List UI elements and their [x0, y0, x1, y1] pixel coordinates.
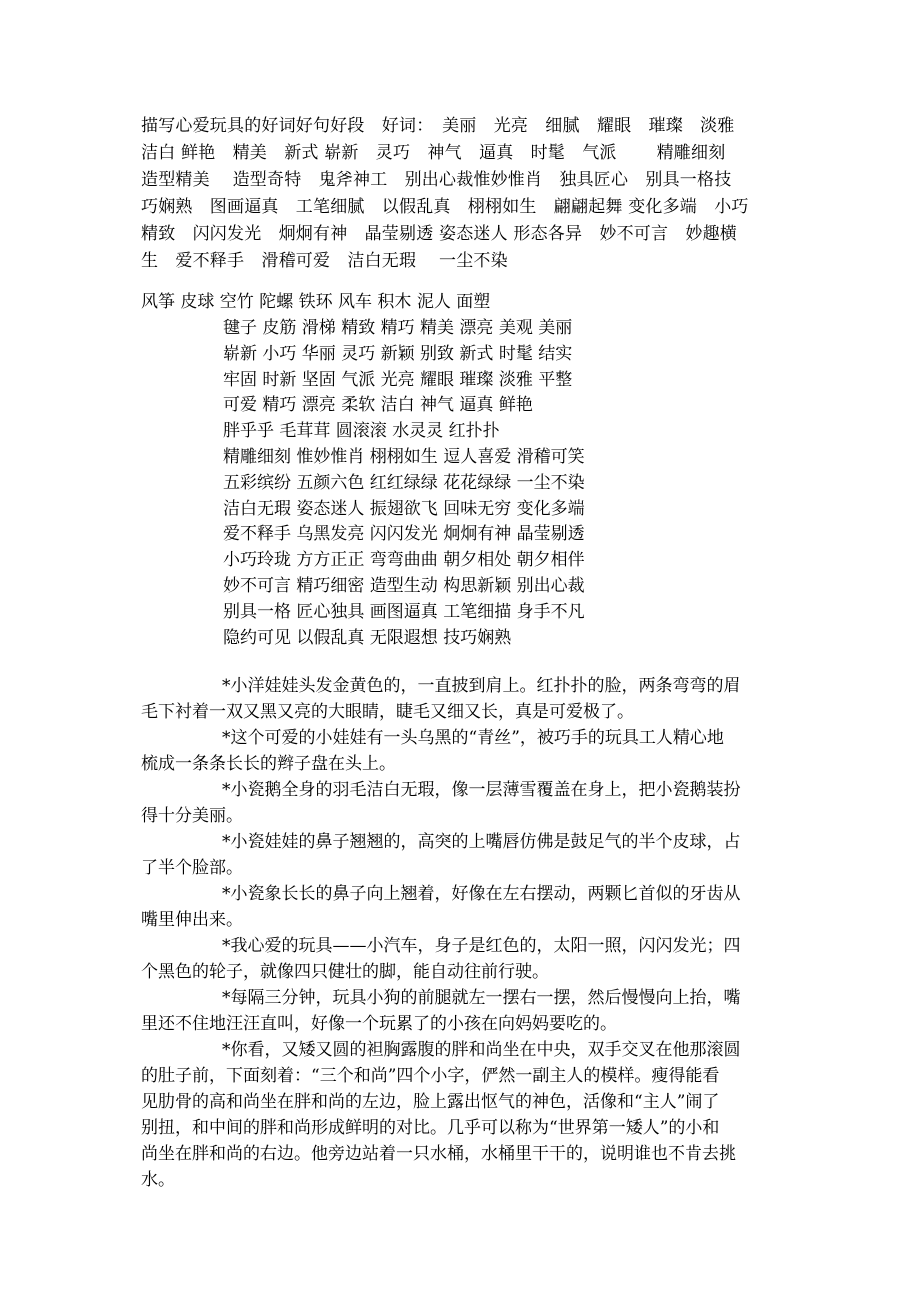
sentence-line: *小瓷娃娃的鼻子翘翘的，高突的上嘴唇仿佛是鼓足气的半个皮球，占 — [222, 832, 741, 852]
sentence-paragraph — [141, 829, 791, 881]
sentence-line: *你看，又矮又圆的袒胸露腹的胖和尚坐在中央，双手交叉在他那滚圆 — [222, 1040, 741, 1060]
intro-line: 精致 闪闪发光 炯炯有神 晶莹剔透 姿态迷人 形态各异 妙不可言 妙趣横 — [141, 224, 738, 244]
word-list-line: 隐约可见 以假乱真 无限遐想 技巧娴熟 — [223, 627, 512, 648]
sentence-line: *小瓷鹅全身的羽毛洁白无瑕，像一层薄雪覆盖在身上，把小瓷鹅装扮 — [222, 780, 741, 800]
word-list-line: 毽子 皮筋 滑梯 精致 精巧 精美 漂亮 美观 美丽 — [223, 318, 573, 338]
sentence-line: *小瓷象长长的鼻子向上翘着，好像在左右摆动，两颗匕首似的牙齿从 — [222, 884, 741, 904]
intro-line: 巧娴熟 图画逼真 工笔细腻 以假乱真 栩栩如生 翩翩起舞 变化多端 小巧 — [141, 197, 749, 217]
word-list-line: 牢固 时新 坚固 气派 光亮 耀眼 璀璨 淡雅 平整 — [223, 369, 573, 390]
word-list-line: 妙不可言 精巧细密 造型生动 构思新颖 别出心裁 — [223, 575, 585, 596]
word-list-line: 别具一格 匠心独具 画图逼真 工笔细描 身手不凡 — [223, 601, 585, 622]
sentence-line: 得十分美丽。 — [141, 806, 243, 826]
sentence-line: 别扭，和中间的胖和尚形成鲜明的对比。几乎可以称为“世界第一矮人”的小和 — [141, 1118, 720, 1138]
sentence-paragraph — [141, 673, 791, 725]
word-list-line: 崭新 小巧 华丽 灵巧 新颖 别致 新式 时髦 结实 — [223, 343, 573, 364]
sentence-line: 水。 — [141, 1170, 175, 1190]
sentence-line: 了半个脸部。 — [141, 858, 243, 878]
sentence-line: *每隔三分钟，玩具小狗的前腿就左一摆右一摆，然后慢慢向上抬，嘴 — [222, 988, 741, 1008]
sentence-line: 嘴里伸出来。 — [141, 910, 243, 930]
sentence-line: 见肋骨的高和尚坐在胖和尚的左边，脸上露出怄气的神色，活像和“主人”闹了 — [141, 1092, 720, 1112]
sentence-line: *这个可爱的小娃娃有一头乌黑的“青丝”，被巧手的玩具工人精心地 — [222, 728, 724, 748]
toys-list-line: 风筝 皮球 空竹 陀螺 铁环 风车 积木 泥人 面塑 — [141, 292, 491, 312]
sentence-paragraph — [141, 777, 791, 829]
sentence-paragraph — [141, 985, 791, 1037]
word-list-line: 五彩缤纷 五颜六色 红红绿绿 花花绿绿 一尘不染 — [223, 472, 585, 493]
sentence-paragraph — [141, 933, 791, 985]
sentence-line: 的肚子前，下面刻着：“三个和尚”四个小字，俨然一副主人的模样。瘦得能看 — [141, 1066, 720, 1086]
intro-line: 洁白 鲜艳 精美 新式 崭新 灵巧 神气 逼真 时髦 气派 精雕细刻 — [141, 143, 726, 163]
word-list-line: 爱不释手 乌黑发亮 闪闪发光 炯炯有神 晶莹剔透 — [223, 524, 585, 545]
sentence-line: 梳成一条条长长的辫子盘在头上。 — [141, 754, 396, 774]
sentence-paragraph — [141, 725, 791, 777]
word-list-line: 可爱 精巧 漂亮 柔软 洁白 神气 逼真 鲜艳 — [223, 395, 533, 416]
word-list-line: 精雕细刻 惟妙惟肖 栩栩如生 逗人喜爱 滑稽可笑 — [223, 446, 585, 467]
sentence-line: 尚坐在胖和尚的右边。他旁边站着一只水桶，水桶里干干的，说明谁也不肯去挑 — [141, 1144, 736, 1164]
word-list — [223, 316, 585, 651]
word-list-line: 小巧玲珑 方方正正 弯弯曲曲 朝夕相处 朝夕相伴 — [223, 550, 585, 571]
example-sentences — [141, 673, 791, 1193]
good-words-intro — [141, 113, 791, 275]
sentence-line: 里还不住地汪汪直叫，好像一个玩累了的小孩在向妈妈要吃的。 — [141, 1014, 617, 1034]
sentence-line: 个黑色的轮子，就像四只健壮的脚，能自动往前行驶。 — [141, 962, 549, 982]
sentence-paragraph — [141, 1037, 791, 1193]
intro-line: 造型精美 造型奇特 鬼斧神工 别出心裁惟妙惟肖 独具匠心 别具一格技 — [141, 170, 732, 190]
sentence-line: *我心爱的玩具——小汽车，身子是红色的，太阳一照，闪闪发光；四 — [222, 936, 741, 956]
sentence-paragraph — [141, 881, 791, 933]
intro-line: 生 爱不释手 滑稽可爱 洁白无瑕 一尘不染 — [141, 251, 508, 271]
sentence-line: *小洋娃娃头发金黄色的，一直披到肩上。红扑扑的脸，两条弯弯的眉 — [222, 676, 741, 696]
word-list-line: 洁白无瑕 姿态迷人 振翅欲飞 回味无穷 变化多端 — [223, 498, 585, 519]
sentence-line: 毛下衬着一双又黑又亮的大眼睛，睫毛又细又长，真是可爱极了。 — [141, 702, 634, 722]
intro-line: 描写心爱玩具的好词好句好段 好词： 美丽 光亮 细腻 耀眼 璀璨 淡雅 — [141, 116, 735, 136]
word-list-line: 胖乎乎 毛茸茸 圆滚滚 水灵灵 红扑扑 — [223, 421, 500, 442]
